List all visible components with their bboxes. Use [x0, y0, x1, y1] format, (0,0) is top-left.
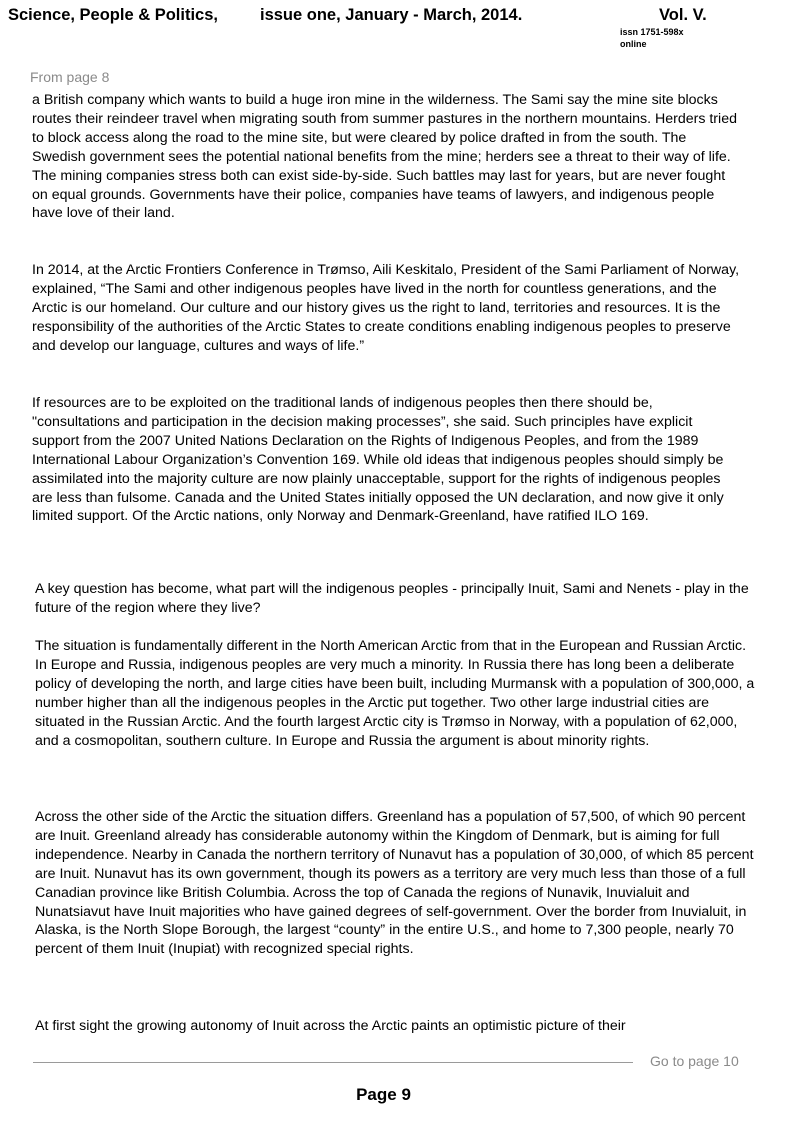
paragraph-7: At first sight the growing autonomy of Inuit across the Arctic paints an optimistic picture of their: [35, 1018, 626, 1034]
paragraph-5: The situation is fundamentally different in the North American Arctic from that in the European and Russian Arctic. In Europe and Russia, indigenous peoples are very much a minority. In Russia there has long been a deliberate policy of developing the north, and large cities have been built, including Murmansk with a population of 300,000, a number higher than all the indigenous peoples in the Arctic put together. Two other large industrial cities are situated in the Russian Arctic. And the fourth largest Arctic city is Trømso in Norway, with a population of 62,000, and a cosmopolitan, southern culture. In Europe and Russia the argument is about minority rights.: [35, 638, 755, 749]
paragraph-3: If resources are to be exploited on the traditional lands of indigenous peoples then there should be, "consultations and participation in the decision making processes”, she said. Such principles have explicit support from the 2007 United Nations Declaration on the Rights of Indigenous Peoples, and from the 1989 International Labour Organization’s Convention 169. While old ideas that indigenous peoples should simply be assimilated into the majority culture are now plainly unacceptable, support for the rights of indigenous peoples are less than fulsome. Canada and the United States initially opposed the UN declaration, and now give it only limited support. Of the Arctic nations, only Norway and Denmark-Greenland, have ratified ILO 169.: [32, 395, 724, 525]
page-number: [0, 1085, 797, 1105]
go-to-page-link[interactable]: Go to page 10: [650, 1053, 739, 1069]
page-number-label: Page 9: [356, 1085, 411, 1104]
paragraph-2: In 2014, at the Arctic Frontiers Conference in Trømso, Aili Keskitalo, President of the Sami Parliament of Norway, explained, “The Sami and other indigenous peoples have lived in the north for countless generations, and the Arctic is our homeland. Our culture and our history gives us the right to land, territories and resources. It is the responsibility of the authorities of the Arctic States to create conditions enabling indigenous peoples to preserve and develop our language, cultures and ways of life.”: [32, 262, 740, 354]
page-header: [8, 6, 789, 56]
footer-divider: [33, 1062, 633, 1063]
paragraph-4: A key question has become, what part will the indigenous peoples - principally Inuit, Sami and Nenets - play in the future of the region where they live?: [35, 581, 749, 616]
format-label: online: [620, 39, 647, 49]
from-page-link[interactable]: From page 8: [30, 69, 110, 85]
issue-info: issue one, January - March, 2014.: [260, 6, 523, 24]
publication-title: Science, People & Politics,: [8, 6, 218, 24]
volume-label: Vol. V.: [659, 6, 707, 24]
paragraph-6: Across the other side of the Arctic the situation differs. Greenland has a population of 57,500, of which 90 percent are Inuit. Greenland already has considerable autonomy within the Kingdom of Denmark, but is aiming for full independence. Nearby in Canada the northern territory of Nunavut has a population of 30,000, of which 85 percent are Inuit. Nunavut has its own government, though its powers as a territory are very much less than those of a full Canadian province like British Columbia. Across the top of Canada the regions of Nunavik, Inuvialuit and Nunatsiavut have Inuit majorities who have gained degrees of self-government. Over the border from Inuvialuit, in Alaska, is the North Slope Borough, the largest “county” in the entire U.S., and home to 7,300 people, nearly 70 percent of them Inuit (Inupiat) with recognized special rights.: [35, 809, 754, 958]
paragraph-1: a British company which wants to build a huge iron mine in the wilderness. The Sami say the mine site blocks routes their reindeer travel when migrating south from summer pastures in the northern mountains. Herders tried to block access along the road to the mine site, but were cleared by police drafted in from the south. The Swedish government sees the potential national benefits from the mine; herders see a threat to their way of life. The mining companies stress both can exist side-by-side. Such battles may last for years, but are never fought on equal grounds. Governments have their police, companies have teams of lawyers, and indigenous people have love of their land.: [32, 92, 737, 222]
issn-label: issn 1751-598x: [620, 27, 684, 37]
